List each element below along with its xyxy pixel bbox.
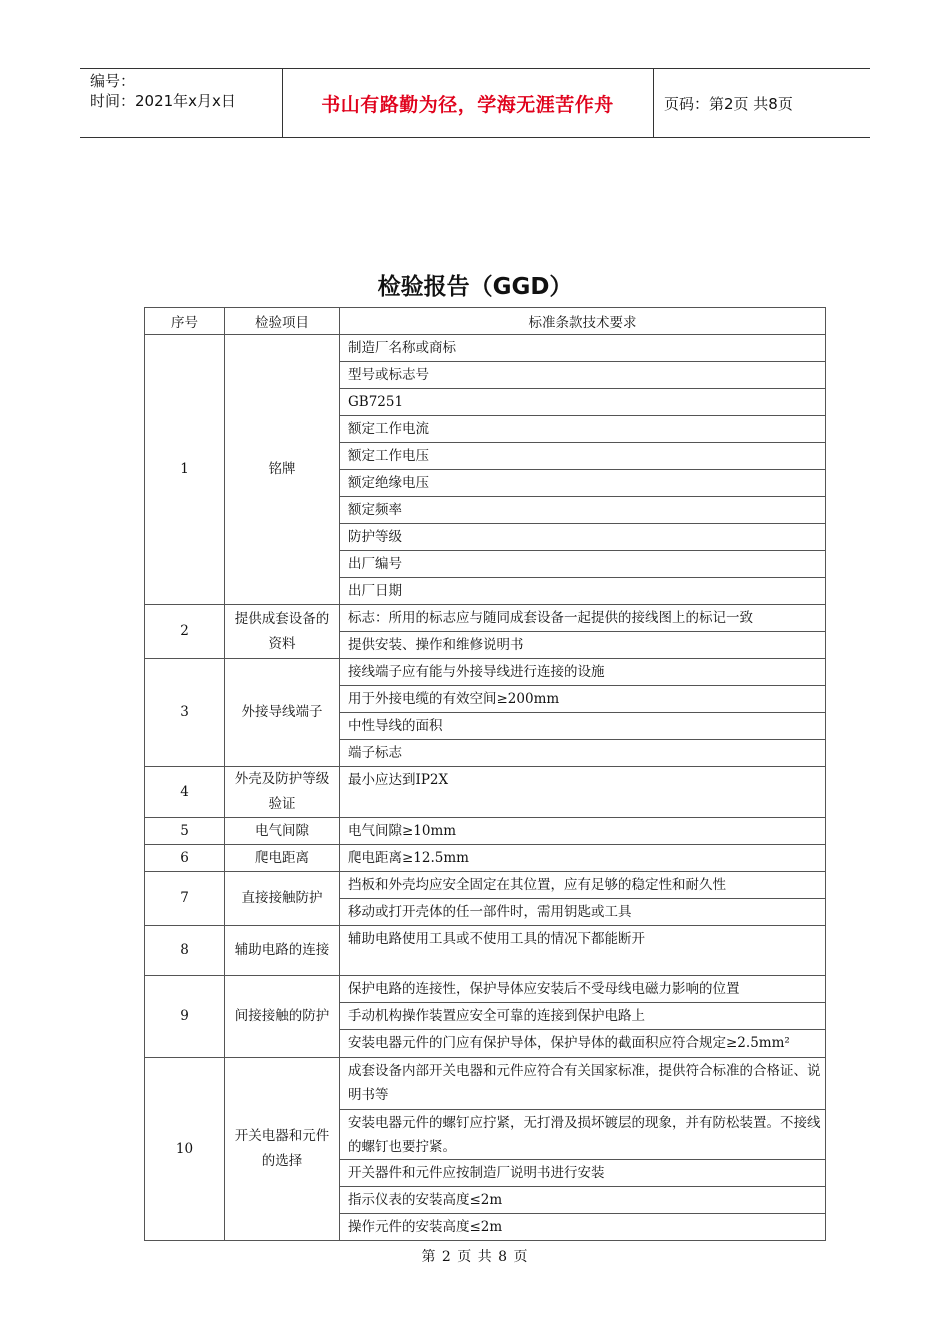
document-time: 时间：2021年x月x日 [90,92,236,110]
table-row [145,845,826,872]
requirement-cell: 额定绝缘电压 [340,470,826,497]
page-header [80,68,870,138]
row-item: 间接接触的防护 [225,976,340,1058]
row-number: 1 [145,335,225,605]
requirement-cell: 开关器件和元件应按制造厂说明书进行安装 [340,1160,826,1187]
requirement-cell: GB7251 [340,389,826,416]
requirement-cell: 额定工作电压 [340,443,826,470]
requirement-cell: 挡板和外壳均应安全固定在其位置，应有足够的稳定性和耐久性 [340,872,826,899]
header-requirement: 标准条款技术要求 [340,308,826,335]
row-item: 外接导线端子 [225,659,340,767]
requirement-cell: 防护等级 [340,524,826,551]
row-item: 直接接触防护 [225,872,340,926]
requirement-cell: 端子标志 [340,740,826,767]
requirement-cell: 爬电距离≥12.5mm [340,845,826,872]
row-item: 爬电距离 [225,845,340,872]
requirement-cell: 保护电路的连接性，保护导体应安装后不受母线电磁力影响的位置 [340,976,826,1003]
requirement-cell: 手动机构操作装置应安全可靠的连接到保护电路上 [340,1003,826,1030]
row-item: 外壳及防护等级验证 [225,767,340,818]
document-number-label: 编号： [90,72,136,90]
table-header-row [145,308,826,335]
requirement-cell: 成套设备内部开关电器和元件应符合有关国家标准，提供符合标准的合格证、说明书等 [340,1058,826,1110]
requirement-cell: 出厂编号 [340,551,826,578]
table-row [145,872,826,899]
header-page-info [654,69,870,137]
requirement-cell: 指示仪表的安装高度≤2m [340,1187,826,1214]
page-info: 页码：第2页 共8页 [664,94,793,113]
row-item: 辅助电路的连接 [225,926,340,976]
row-number: 7 [145,872,225,926]
table-row [145,976,826,1003]
requirement-cell: 型号或标志号 [340,362,826,389]
requirement-cell: 电气间隙≥10mm [340,818,826,845]
requirement-cell: 操作元件的安装高度≤2m [340,1214,826,1241]
row-number: 4 [145,767,225,818]
table-row [145,818,826,845]
row-item: 开关电器和元件的选择 [225,1058,340,1241]
table-row [145,335,826,362]
requirement-cell: 提供安装、操作和维修说明书 [340,632,826,659]
requirement-cell: 制造厂名称或商标 [340,335,826,362]
header-number: 序号 [145,308,225,335]
table-row [145,659,826,686]
header-meta [80,69,283,137]
table-row [145,605,826,632]
motto: 书山有路勤为径，学海无涯苦作舟 [321,93,614,116]
row-item: 提供成套设备的资料 [225,605,340,659]
requirement-cell: 额定频率 [340,497,826,524]
requirement-cell: 安装电器元件的螺钉应拧紧，无打滑及损坏镀层的现象，并有防松装置。不接线的螺钉也要拧紧。 [340,1110,826,1160]
header-item: 检验项目 [225,308,340,335]
requirement-cell: 移动或打开壳体的任一部件时，需用钥匙或工具 [340,899,826,926]
requirement-cell: 标志：所用的标志应与随同成套设备一起提供的接线图上的标记一致 [340,605,826,632]
requirement-cell: 最小应达到IP2X [340,767,826,818]
report-title: 检验报告（GGD） [377,274,573,300]
row-number: 10 [145,1058,225,1241]
table-row [145,1058,826,1110]
row-item: 电气间隙 [225,818,340,845]
requirement-cell: 中性导线的面积 [340,713,826,740]
page-footer: 第 2 页 共 8 页 [421,1249,529,1265]
row-number: 3 [145,659,225,767]
requirement-cell: 辅助电路使用工具或不使用工具的情况下都能断开 [340,926,826,976]
header-motto-cell [282,69,654,137]
row-number: 6 [145,845,225,872]
row-number: 2 [145,605,225,659]
requirement-cell: 用于外接电缆的有效空间≥200mm [340,686,826,713]
row-number: 5 [145,818,225,845]
requirement-cell: 安装电器元件的门应有保护导体，保护导体的截面积应符合规定≥2.5mm² [340,1030,826,1058]
row-number: 9 [145,976,225,1058]
requirement-cell: 出厂日期 [340,578,826,605]
table-row [145,926,826,976]
requirement-cell: 额定工作电流 [340,416,826,443]
requirement-cell: 接线端子应有能与外接导线进行连接的设施 [340,659,826,686]
row-number: 8 [145,926,225,976]
row-item: 铭牌 [225,335,340,605]
inspection-table [144,307,826,1241]
table-row [145,767,826,818]
